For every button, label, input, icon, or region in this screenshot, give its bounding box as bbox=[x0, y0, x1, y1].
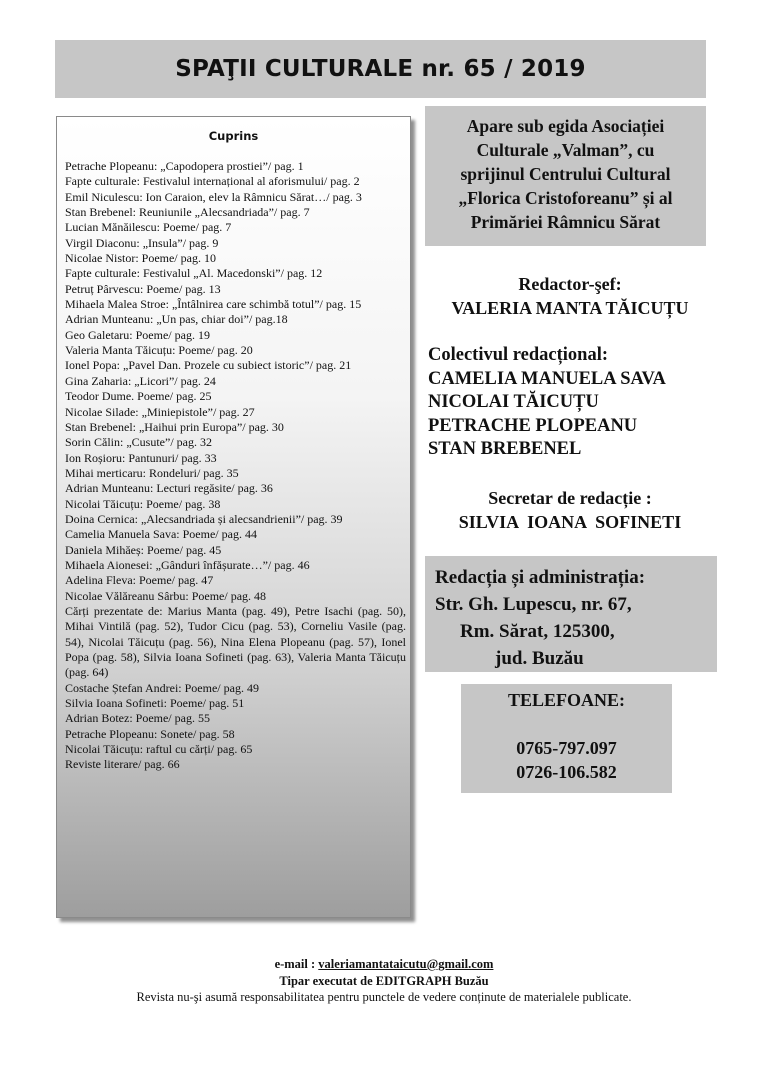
toc-entry: Emil Niculescu: Ion Caraion, elev la Râmnicu Sărat…/ pag. 3 bbox=[65, 189, 362, 204]
editorial-team-member: CAMELIA MANUELA SAVA bbox=[428, 368, 666, 389]
patronage-line: „Florica Cristoforeanu” și al bbox=[458, 188, 673, 208]
patronage-line: sprijinul Centrului Cultural bbox=[460, 164, 671, 184]
phone-number[interactable]: 0765-797.097 bbox=[516, 738, 617, 758]
toc-entry: Ion Roșioru: Pantunuri/ pag. 33 bbox=[65, 450, 217, 465]
phones-label: TELEFOANE: bbox=[507, 690, 626, 710]
office-line: Rm. Sărat, 125300, bbox=[460, 621, 615, 642]
toc-entry: Doina Cernica: „Alecsandriada și alecsandrienii”/ pag. 39 bbox=[65, 511, 343, 526]
toc-entry: Fapte culturale: Festivalul internațional al aforismului/ pag. 2 bbox=[65, 174, 360, 189]
toc-entry: Petrache Plopeanu: Sonete/ pag. 58 bbox=[65, 726, 235, 741]
office-line: jud. Buzău bbox=[495, 648, 584, 669]
editorial-team bbox=[428, 344, 666, 462]
print-info: Tipar executat de EDITGRAPH Buzău bbox=[279, 974, 489, 988]
footer-email-line bbox=[0, 957, 768, 972]
toc-entry: Lucian Mănăilescu: Poeme/ pag. 7 bbox=[65, 220, 232, 235]
secretary-name: SILVIA IOANA SOFINETI bbox=[458, 512, 682, 532]
toc-entry: Reviste literare/ pag. 66 bbox=[65, 757, 180, 772]
toc-entry: Geo Galetaru: Poeme/ pag. 19 bbox=[65, 327, 210, 342]
magazine-title: SPAŢII CULTURALE nr. 65 / 2019 bbox=[175, 56, 586, 82]
toc-entry: Stan Brebenel: Reuniunile „Alecsandriada”/ pag. 7 bbox=[65, 205, 310, 220]
toc-entry: Silvia Ioana Sofineti: Poeme/ pag. 51 bbox=[65, 696, 245, 711]
editor-in-chief-label: Redactor-şef: bbox=[518, 274, 622, 294]
toc-entry: Teodor Dume. Poeme/ pag. 25 bbox=[65, 389, 212, 404]
email-label: e-mail : bbox=[274, 957, 316, 971]
table-of-contents bbox=[56, 116, 411, 918]
toc-entry: Daniela Mihăeș: Poeme/ pag. 45 bbox=[65, 542, 222, 557]
toc-entry: Camelia Manuela Sava: Poeme/ pag. 44 bbox=[65, 527, 257, 542]
toc-entry: Adelina Fleva: Poeme/ pag. 47 bbox=[65, 573, 214, 588]
patronage-line: Apare sub egida Asociației bbox=[466, 116, 665, 136]
editorial-team-member: PETRACHE PLOPEANU bbox=[428, 415, 638, 436]
editorial-team-member: NICOLAI TĂICUȚU bbox=[428, 392, 599, 412]
office-line: Str. Gh. Lupescu, nr. 67, bbox=[435, 594, 632, 615]
toc-entry: Mihaela Aionesei: „Gânduri înfășurate…”/ pag. 46 bbox=[65, 557, 310, 572]
toc-title: Cuprins bbox=[208, 129, 259, 143]
office-line: Redacția și administrația: bbox=[435, 567, 646, 588]
toc-entry: Costache Ștefan Andrei: Poeme/ pag. 49 bbox=[65, 680, 259, 695]
secretary-label: Secretar de redacție : bbox=[488, 488, 652, 508]
toc-entry: Ionel Popa: „Pavel Dan. Prozele cu subiect istoric”/ pag. 21 bbox=[65, 358, 352, 373]
phones-box bbox=[461, 684, 672, 793]
toc-entry: Virgil Diaconu: „Insula”/ pag. 9 bbox=[65, 235, 219, 250]
toc-entry: Nicolae Nistor: Poeme/ pag. 10 bbox=[65, 251, 216, 266]
email-link[interactable]: valeriamantataicutu@gmail.com bbox=[318, 957, 494, 971]
magazine-title-bar bbox=[55, 40, 706, 98]
toc-entry: Gina Zaharia: „Licori”/ pag. 24 bbox=[65, 373, 216, 388]
toc-entry: Nicolae Vălăreanu Sârbu: Poeme/ pag. 48 bbox=[65, 588, 267, 603]
toc-entry: Petrache Plopeanu: „Capodopera prostiei”/ pag. 1 bbox=[65, 159, 304, 173]
toc-entry: Adrian Munteanu: „Un pas, chiar doi”/ pag.18 bbox=[65, 312, 288, 327]
disclaimer: Revista nu-şi asumă responsabilitatea pentru punctele de vedere conținute de materialele publicate. bbox=[136, 990, 632, 1004]
toc-entry: Nicolai Tăicuțu: raftul cu cărți/ pag. 65 bbox=[65, 742, 253, 757]
toc-entry: Nicolai Tăicuțu: Poeme/ pag. 38 bbox=[65, 496, 221, 511]
toc-entry: Valeria Manta Tăicuțu: Poeme/ pag. 20 bbox=[65, 343, 253, 358]
toc-entry: Mihai merticaru: Rondeluri/ pag. 35 bbox=[65, 465, 239, 480]
toc-entry: Sorin Călin: „Cusute”/ pag. 32 bbox=[65, 435, 212, 450]
toc-entry: Nicolae Silade: „Miniepistole”/ pag. 27 bbox=[65, 404, 255, 419]
patronage-box bbox=[425, 106, 706, 246]
editor-in-chief-name: VALERIA MANTA TĂICUȚU bbox=[451, 298, 689, 318]
phone-number[interactable]: 0726-106.582 bbox=[516, 762, 617, 782]
toc-entry: Cărți prezentate de: Marius Manta (pag. 49), Petre Isachi (pag. 50), Mihai Vintilă (pag. 52), Tudor Cicu (pag. 53), Corneliu Vasile (pag. 54), Nicolai Tăicuțu (pag. 56), Nina Elena Plopeanu (pag. 57), Ionel Popa (pag. 58), Silvia Ioana Sofineti (pag. 63), Valeria Manta Tăicuțu (pag. 64) bbox=[65, 603, 406, 680]
toc-entry: Adrian Botez: Poeme/ pag. 55 bbox=[65, 711, 210, 726]
editorial-team-label: Colectivul redacțional: bbox=[428, 345, 609, 365]
toc-list bbox=[65, 159, 406, 773]
editorial-office-box bbox=[425, 556, 717, 672]
toc-entry: Fapte culturale: Festivalul „Al. Macedonski”/ pag. 12 bbox=[65, 266, 323, 281]
toc-entry: Stan Brebenel: „Haihui prin Europa”/ pag. 30 bbox=[65, 419, 284, 434]
editorial-team-member: STAN BREBENEL bbox=[428, 439, 582, 459]
toc-entry: Adrian Munteanu: Lecturi regăsite/ pag. 36 bbox=[65, 481, 273, 496]
toc-entry: Mihaela Malea Stroe: „Întâlnirea care schimbă totul”/ pag. 15 bbox=[65, 297, 362, 312]
patronage-line: Culturale „Valman”, cu bbox=[476, 140, 655, 160]
toc-entry: Petruț Pârvescu: Poeme/ pag. 13 bbox=[65, 281, 221, 296]
patronage-line: Primăriei Râmnicu Sărat bbox=[470, 212, 661, 232]
